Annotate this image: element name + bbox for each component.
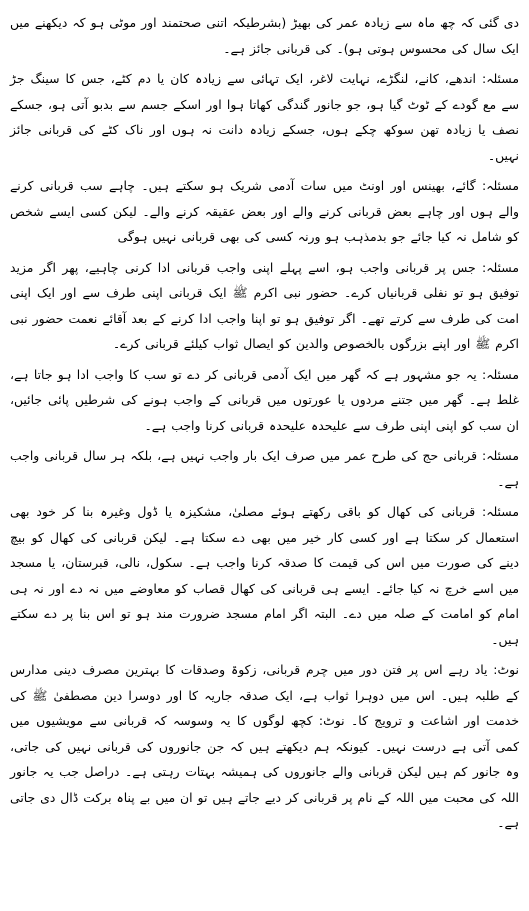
paragraph-note: نوٹ: یاد رہے اس پر فتن دور میں چرم قربانی، زکوۃ وصدقات کا بہترین مصرف دینی مدارس کے طلبہ ہیں۔ اس میں دوہرا ثواب ہے، ایک صدقہ جاریہ کا اور دوسرا دین مصطفیٰ ﷺ کی خدمت اور اشاعت و ترویج کا۔ نوٹ: کچھ لوگوں کا یہ وسوسہ کہ قربانی سے مویشیوں میں کمی آتی ہے درست نہیں۔ کیونکہ ہم دیکھتے ہیں کہ جن جانوروں کی قربانی نہیں کی جاتی، وہ جانور کم ہیں لیکن قربانی والے جانوروں کی ہمیشہ بہتات رہتی ہے۔ دراصل جب یہ جانور اللہ کی محبت میں اللہ کے نام پر قربانی کر دیے جاتے ہیں تو ان میں بے پناہ برکت ڈال دی جاتی ہے۔	[10, 662, 519, 830]
paragraph-masla-wajib-first: مسئلہ: جس پر قربانی واجب ہو، اسے پہلے اپنی واجب قربانی ادا کرنی چاہیے، پھر اگر مزید توفیق ہو تو نفلی قربانیاں کرے۔ حضور نبی اکرم ﷺ ایک قربانی اپنی طرف سے اور ایک اپنی امت کی طرف سے کرتے تھے۔ اگر توفیق ہو تو اپنا واجب ادا کرنے کے بعد آقائے نعمت حضور نبی اکرم ﷺ اور اپنے بزرگوں بالخصوص والدین کو ایصال ثواب کیلئے قربانی کرے۔	[10, 259, 519, 351]
paragraph-masla-household: مسئلہ: یہ جو مشہور ہے کہ گھر میں ایک آدمی قربانی کر دے تو سب کا واجب ادا ہو جاتا ہے، غلط ہے۔ گھر میں جتنے مردوں یا عورتوں میں قربانی کے واجب ہونے کی شرطیں پائی جائیں، ان سب کو اپنی اپنی طرف سے علیحدہ علیحدہ قربانی کرنا واجب ہے۔	[10, 366, 519, 433]
paragraph-masla-partners: مسئلہ: گائے، بھینس اور اونٹ میں سات آدمی شریک ہو سکتے ہیں۔ چاہے سب قربانی کرنے والے ہوں اور چاہے بعض قربانی کرنے والے اور بعض عقیقہ کرنے والے۔ لیکن کسی ایسے شخص کو شامل نہ کیا جائے جو بدمذہب ہو ورنہ کسی کی بھی قربانی نہیں ہوگی	[10, 178, 519, 244]
paragraph-masla-defects: مسئلہ: اندھے، کانے، لنگڑے، نہایت لاغر، ایک تہائی سے زیادہ کان یا دم کٹے، جس کا سینگ جڑ سے مع گودے کے ٹوٹ گیا ہو، جو جانور گندگی کھاتا ہوا اور اسکے جسم سے بدبو آتی ہو، جسکے نصف یا زیادہ تھن سوکھ چکے ہوں، جسکے زیادہ دانت نہ ہوں اور ناک کٹے کی قربانی جائز نہیں۔	[10, 71, 519, 163]
paragraph-intro: دی گئی کہ چھ ماہ سے زیادہ عمر کی بھیڑ (بشرطیکہ اتنی صحتمند اور موٹی ہو کہ دیکھنے میں ایک سال کی محسوس ہوتی ہو)۔ کی قربانی جائز ہے۔	[10, 15, 519, 56]
paragraph-masla-every-year: مسئلہ: قربانی حج کی طرح عمر میں صرف ایک بار واجب نہیں ہے، بلکہ ہر سال قربانی واجب ہے۔	[10, 448, 519, 489]
paragraph-masla-skin: مسئلہ: قربانی کی کھال کو باقی رکھتے ہوئے مصلیٰ، مشکیزہ یا ڈول وغیرہ بنا کر خود بھی استعمال کر سکتا ہے اور کسی کار خیر میں بھی دے سکتا ہے۔ لیکن قربانی کی کھال کو بیچ دینے کی صورت میں اس کی قیمت کا صدقہ کرنا واجب ہے۔ سکول، نالی، قبرستان، یا مسجد میں اسے خرچ نہ کیا جائے۔ ایسے ہی قربانی کی کھال قصاب کو معاوضے میں نہ دے اور نہ ہی امام کو امامت کے صلہ میں دے۔ البتہ اگر امام مسجد ضرورت مند ہو تو اس بنا پر دے سکتے ہیں۔	[10, 504, 519, 647]
